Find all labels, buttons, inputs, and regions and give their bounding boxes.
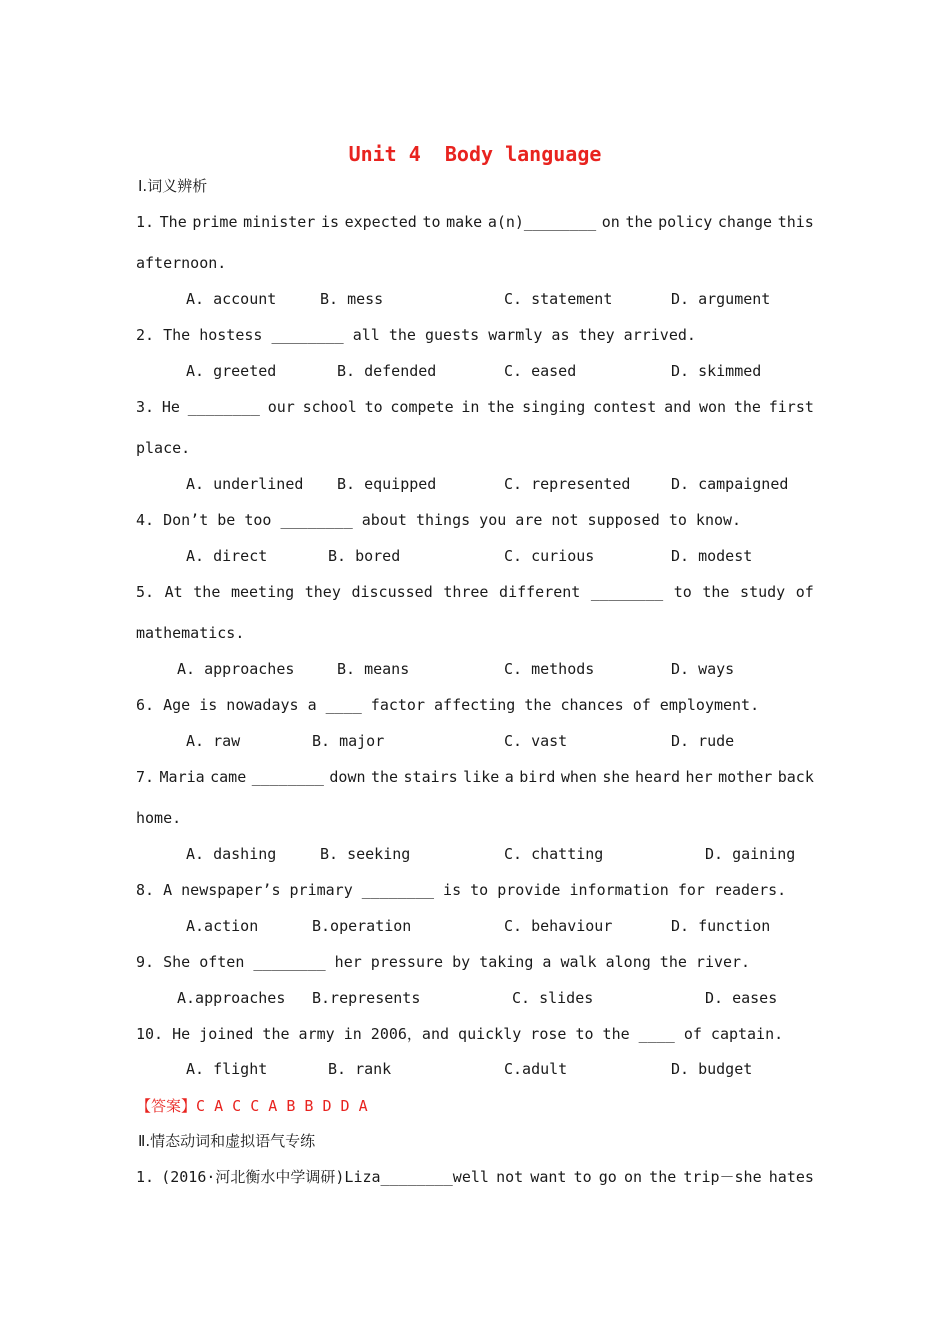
stem-word: ________ xyxy=(187,398,260,416)
option-c: C. statement xyxy=(504,290,613,308)
stem-word: and xyxy=(664,398,692,416)
stem-word: first xyxy=(768,398,814,416)
question-5-stem-cont: mathematics. xyxy=(136,624,245,642)
option-b: B. seeking xyxy=(320,845,411,863)
stem-word: to xyxy=(364,398,383,416)
option-a: A. direct xyxy=(186,547,268,565)
question-6-options xyxy=(0,731,950,751)
stem-word: He xyxy=(161,398,180,416)
stem-word: policy xyxy=(658,213,713,231)
stem-word: the xyxy=(702,583,730,601)
stem-word: ________ xyxy=(251,768,324,786)
question-3-stem xyxy=(136,397,814,417)
stem-word: down xyxy=(329,768,366,786)
option-b: B. mess xyxy=(320,290,384,308)
option-a: A. flight xyxy=(186,1060,268,1078)
stem-word: The xyxy=(159,213,187,231)
question-3-stem-cont: place. xyxy=(136,439,191,457)
stem-word: the xyxy=(370,768,399,786)
stem-word: make xyxy=(446,213,483,231)
stem-word: three xyxy=(443,583,489,601)
section-heading-modal-verbs: Ⅱ.情态动词和虚拟语气专练 xyxy=(138,1132,316,1150)
question-4-stem: 4. Don’t be too ________ about things you are not supposed to know. xyxy=(136,511,742,529)
stem-word: our xyxy=(267,398,295,416)
option-d: D. argument xyxy=(671,290,771,308)
stem-word: a xyxy=(504,768,514,786)
stem-word: ________ xyxy=(590,583,664,601)
stem-word: the xyxy=(193,583,221,601)
option-a: A. approaches xyxy=(177,660,295,678)
option-c: C. eased xyxy=(504,362,577,380)
stem-word: won xyxy=(699,398,727,416)
question-1-stem-cont: afternoon. xyxy=(136,254,227,272)
stem-word: Maria xyxy=(159,768,205,786)
option-a: A.action xyxy=(186,917,259,935)
option-c: C. slides xyxy=(512,989,594,1007)
option-d: D. eases xyxy=(705,989,778,1007)
stem-word: want xyxy=(530,1168,567,1186)
stem-word: discussed xyxy=(351,583,433,601)
option-d: D. budget xyxy=(671,1060,753,1078)
stem-word: the xyxy=(649,1168,677,1186)
stem-word: not xyxy=(496,1168,524,1186)
option-d: D. function xyxy=(671,917,771,935)
option-d: D. rude xyxy=(671,732,735,750)
stem-word: when xyxy=(560,768,597,786)
answer-value: C A C C A B B D D A xyxy=(196,1097,368,1115)
stem-word: bird xyxy=(519,768,556,786)
option-d: D. modest xyxy=(671,547,753,565)
stem-word: a(n)________ xyxy=(487,213,597,231)
question-5-stem xyxy=(136,582,814,602)
option-a: A. dashing xyxy=(186,845,277,863)
stem-word: study xyxy=(740,583,786,601)
stem-word: they xyxy=(304,583,341,601)
stem-word: heard xyxy=(634,768,681,786)
stem-word: is xyxy=(320,213,339,231)
stem-word: school xyxy=(302,398,357,416)
stem-word: trip－she xyxy=(683,1168,762,1186)
question-2-options xyxy=(0,361,950,381)
option-b: B. equipped xyxy=(337,475,437,493)
question-10-stem: 10. He joined the army in 2006，and quickly rose to the ____ of captain. xyxy=(136,1025,784,1043)
stem-word: 3. xyxy=(136,398,155,416)
stem-word: like xyxy=(463,768,500,786)
stem-word: came xyxy=(210,768,247,786)
stem-word: prime xyxy=(192,213,238,231)
stem-word: contest xyxy=(593,398,657,416)
stem-word: in xyxy=(461,398,480,416)
question-10-options xyxy=(0,1059,950,1079)
stem-word: (2016·河北衡水中学调研)Liza________well xyxy=(161,1168,489,1186)
stem-word: to xyxy=(422,213,441,231)
stem-word: go xyxy=(598,1168,617,1186)
option-a: A. underlined xyxy=(186,475,304,493)
option-b: B.operation xyxy=(312,917,412,935)
stem-word: minister xyxy=(243,213,316,231)
stem-word: 1. xyxy=(136,1168,155,1186)
stem-word: At xyxy=(164,583,183,601)
question-1-stem xyxy=(136,212,814,232)
stem-word: the xyxy=(487,398,515,416)
question-9-options xyxy=(0,988,950,1008)
stem-word: to xyxy=(573,1168,592,1186)
question-3-options xyxy=(0,474,950,494)
option-c: C. methods xyxy=(504,660,595,678)
stem-word: expected xyxy=(344,213,417,231)
question-7-stem-cont: home. xyxy=(136,809,182,827)
answer-key xyxy=(136,1096,368,1116)
stem-word: the xyxy=(625,213,653,231)
question-5-options xyxy=(0,659,950,679)
stem-word: on xyxy=(601,213,620,231)
option-b: B.represents xyxy=(312,989,421,1007)
page-title: Unit 4 Body language xyxy=(348,142,602,166)
option-d: D. gaining xyxy=(705,845,796,863)
question-1-options xyxy=(0,289,950,309)
stem-word: this xyxy=(777,213,814,231)
option-a: A. raw xyxy=(186,732,241,750)
question-7-stem xyxy=(136,767,814,787)
stem-word: compete xyxy=(390,398,454,416)
stem-word: her xyxy=(685,768,713,786)
question-8-stem: 8. A newspaper’s primary ________ is to provide information for readers. xyxy=(136,881,787,899)
question-7-options xyxy=(0,844,950,864)
option-d: D. ways xyxy=(671,660,735,678)
answer-label: 【答案】 xyxy=(136,1097,197,1115)
option-c: C. curious xyxy=(504,547,595,565)
option-b: B. means xyxy=(337,660,410,678)
stem-word: hates xyxy=(768,1168,814,1186)
stem-word: 1. xyxy=(136,213,155,231)
option-b: B. major xyxy=(312,732,385,750)
stem-word: singing xyxy=(522,398,586,416)
option-b: B. bored xyxy=(328,547,401,565)
question-6-stem: 6. Age is nowadays a ____ factor affecting the chances of employment. xyxy=(136,696,760,714)
option-d: D. skimmed xyxy=(671,362,762,380)
option-a: A. account xyxy=(186,290,277,308)
section-heading-vocabulary: Ⅰ.词义辨析 xyxy=(138,177,208,195)
stem-word: of xyxy=(795,583,814,601)
stem-word: 7. xyxy=(136,768,155,786)
question-9-stem: 9. She often ________ her pressure by taking a walk along the river. xyxy=(136,953,751,971)
stem-word: mother xyxy=(718,768,773,786)
option-c: C. behaviour xyxy=(504,917,613,935)
option-c: C. represented xyxy=(504,475,631,493)
stem-word: meeting xyxy=(230,583,295,601)
option-b: B. defended xyxy=(337,362,437,380)
stem-word: change xyxy=(717,213,773,231)
option-a: A.approaches xyxy=(177,989,286,1007)
stem-word: 5. xyxy=(136,583,155,601)
question-8-options xyxy=(0,916,950,936)
stem-word: on xyxy=(623,1168,643,1186)
stem-word: to xyxy=(673,583,692,601)
question-2-stem: 2. The hostess ________ all the guests warmly as they arrived. xyxy=(136,326,696,344)
option-c: C.adult xyxy=(504,1060,568,1078)
option-c: C. vast xyxy=(504,732,568,750)
option-a: A. greeted xyxy=(186,362,277,380)
stem-word: back xyxy=(777,768,814,786)
question-4-options xyxy=(0,546,950,566)
option-b: B. rank xyxy=(328,1060,392,1078)
stem-word: different xyxy=(499,583,581,601)
stem-word: she xyxy=(602,768,630,786)
option-c: C. chatting xyxy=(504,845,604,863)
option-d: D. campaigned xyxy=(671,475,789,493)
stem-word: stairs xyxy=(403,768,458,786)
stem-word: the xyxy=(733,398,761,416)
section2-question-1-stem xyxy=(136,1167,814,1187)
